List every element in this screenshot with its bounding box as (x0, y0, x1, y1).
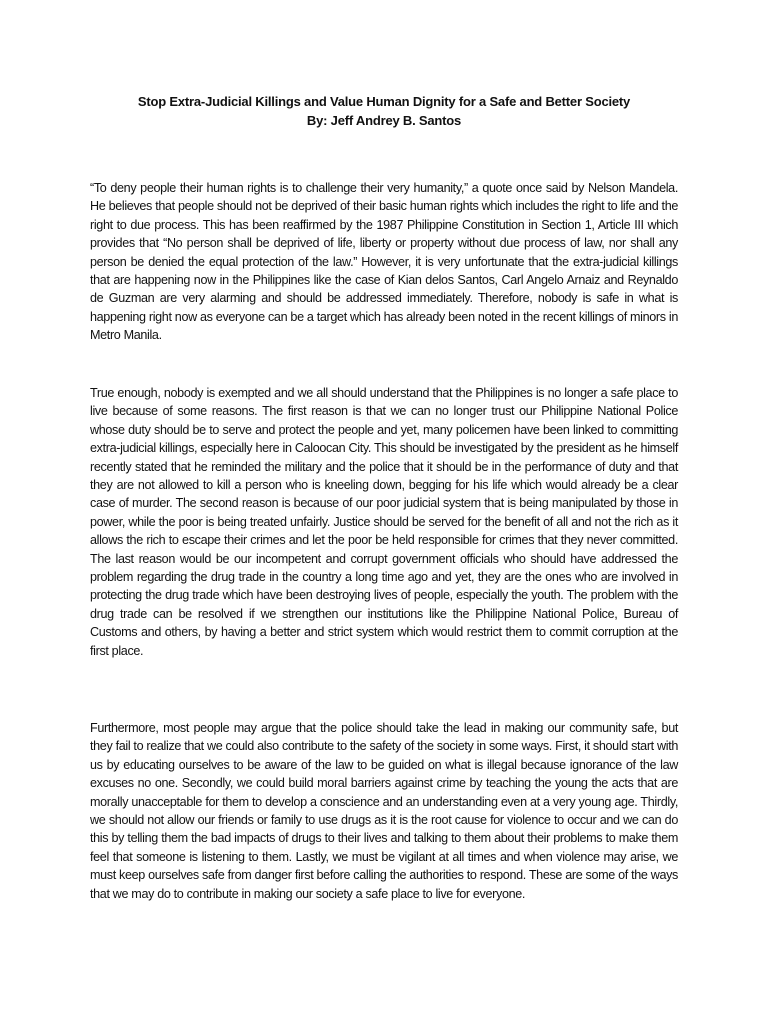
paragraph-introduction: “To deny people their human rights is to challenge their very humanity,” a quote once said by Nelson Mandela. He believes that people should not be deprived of their basic human rights which includes the right to life and the right to due process. This has been reaffirmed by the 1987 Philippine Constitution in Section 1, Article III which provides that “No person shall be deprived of life, liberty or property without due process of law, nor shall any person be denied the equal protection of the law.” However, it is very unfortunate that the extra-judicial killings that are happening now in the Philippines like the case of Kian delos Santos, Carl Angelo Arnaiz and Reynaldo de Guzman are very alarming and should be addressed immediately. Therefore, nobody is safe in what is happening right now as everyone can be a target which has already been noted in the recent killings of minors in Metro Manila. (90, 181, 678, 343)
paragraph-reasons: True enough, nobody is exempted and we all should understand that the Philippines is no longer a safe place to live because of some reasons. The first reason is that we can no longer trust our Philippine National Police whose duty should be to serve and protect the people and yet, many policemen have been linked to committing extra-judicial killings, especially here in Caloocan City. This should be investigated by the president as he himself recently stated that he reminded the military and the police that it should be in the performance of duty and that they are not allowed to kill a person who is kneeling down, begging for his life which would already be a clear case of murder. The second reason is because of our poor judicial system that is being manipulated by those in power, while the poor is being treated unfairly. Justice should be served for the benefit of all and not the rich as it allows the rich to escape their crimes and let the poor be held responsible for crimes that they never committed. The last reason would be our incompetent and corrupt government officials who should have addressed the problem regarding the drug trade in the country a long time ago and yet, they are the ones who are involved in protecting the drug trade which have been destroying lives of people, especially the youth. The problem with the drug trade can be resolved if we strengthen our institutions like the Philippine National Police, Bureau of Customs and others, by having a better and strict system which would restrict them to commit corruption at the first place. (90, 386, 678, 658)
document-title: Stop Extra-Judicial Killings and Value Human Dignity for a Safe and Better Society (137, 94, 631, 109)
paragraph-contributions: Furthermore, most people may argue that the police should take the lead in making our community safe, but they fail to realize that we could also contribute to the safety of the society in some ways. First, it should start with us by educating ourselves to be aware of the law to be guided on what is illegal because ignorance of the law excuses no one. Secondly, we could build moral barriers against crime by teaching the young the acts that are morally unacceptable for them to develop a conscience and an understanding even at a very young age. Thirdly, we should not allow our friends or family to use drugs as it is the root cause for violence to occur and we can do this by telling them the bad impacts of drugs to their lives and talking to them about their problems to make them feel that someone is listening to them. Lastly, we must be vigilant at all times and when violence may arise, we must keep ourselves safe from danger first before calling the authorities to respond. These are some of the ways that we may do to contribute in making our society a safe place to live for everyone. (90, 721, 678, 901)
author-byline: By: Jeff Andrey B. Santos (306, 113, 462, 128)
